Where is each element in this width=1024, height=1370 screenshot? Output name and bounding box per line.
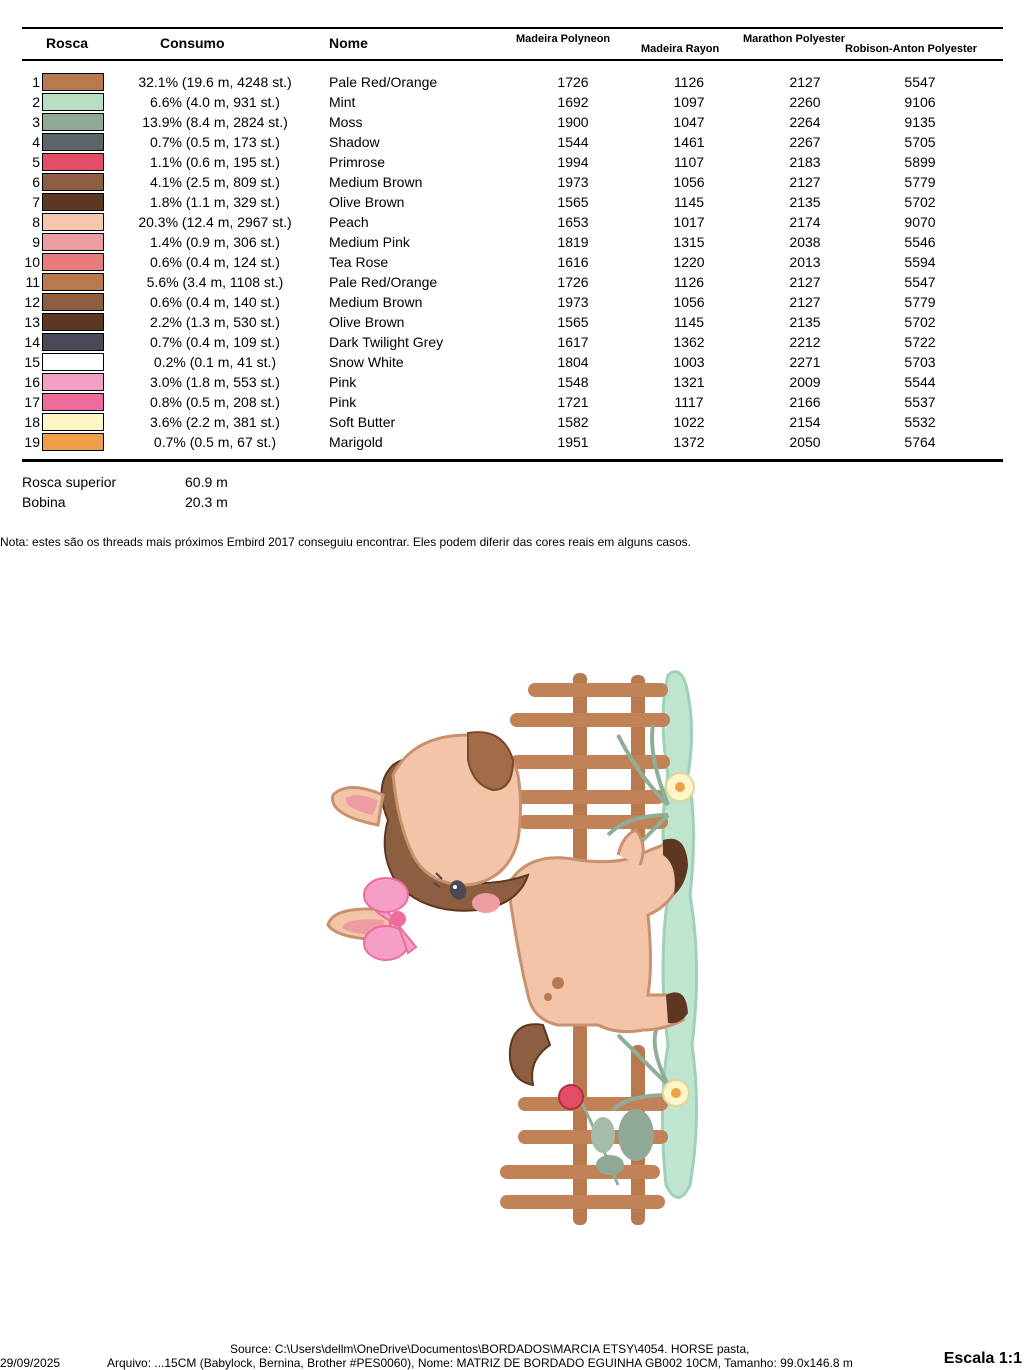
robison-anton-code: 5779 bbox=[904, 174, 936, 190]
header-robison-anton-polyester: Robison-Anton Polyester bbox=[845, 43, 978, 55]
madeira-polyneon-code: 1726 bbox=[557, 274, 589, 290]
marathon-code: 2009 bbox=[789, 374, 821, 390]
madeira-polyneon-code: 1804 bbox=[557, 354, 589, 370]
robison-anton-code: 9135 bbox=[904, 114, 936, 130]
footer-file-info: Arquivo: ...15CM (Babylock, Bernina, Brother #PES0060), Nome: MATRIZ DE BORDADO EGUINHA GB002 10CM, Tamanho: 99.0x146.8 m bbox=[107, 1356, 853, 1370]
thread-name: Peach bbox=[329, 214, 369, 230]
thread-color-swatch bbox=[42, 213, 104, 231]
thread-consumption: 13.9% (8.4 m, 2824 st.) bbox=[142, 114, 288, 130]
flower-top bbox=[666, 773, 694, 801]
thread-color-swatch bbox=[42, 313, 104, 331]
thread-consumption: 0.7% (0.5 m, 67 st.) bbox=[153, 434, 277, 450]
top-rule bbox=[22, 27, 1003, 29]
plant-leaf-2 bbox=[591, 1117, 615, 1153]
thread-name: Dark Twilight Grey bbox=[329, 334, 444, 350]
header-madeira-polyneon: Madeira Polyneon bbox=[516, 33, 611, 45]
thread-row bbox=[0, 333, 1024, 353]
marathon-code: 2166 bbox=[789, 394, 821, 410]
thread-row bbox=[0, 373, 1024, 393]
thread-name: Soft Butter bbox=[329, 414, 396, 430]
thread-color-swatch bbox=[42, 233, 104, 251]
marathon-code: 2260 bbox=[789, 94, 821, 110]
thread-row bbox=[0, 433, 1024, 453]
madeira-polyneon-code: 1692 bbox=[557, 94, 589, 110]
marathon-code: 2127 bbox=[789, 174, 821, 190]
thread-number: 3 bbox=[32, 114, 40, 130]
thread-number: 2 bbox=[32, 94, 40, 110]
thread-number: 12 bbox=[24, 294, 40, 310]
thread-name: Medium Pink bbox=[329, 234, 410, 250]
marathon-code: 2135 bbox=[789, 314, 821, 330]
note-text: Nota: estes são os threads mais próximos Embird 2017 conseguiu encontrar. Eles podem diferir das cores reais em alguns casos. bbox=[0, 535, 692, 549]
thread-row bbox=[0, 193, 1024, 213]
thread-color-swatch bbox=[42, 413, 104, 431]
robison-anton-code: 5703 bbox=[904, 354, 936, 370]
thread-consumption: 0.6% (0.4 m, 124 st.) bbox=[150, 254, 280, 270]
fence-rail-9 bbox=[500, 1195, 665, 1209]
thread-name: Pale Red/Orange bbox=[329, 274, 438, 290]
thread-consumption: 0.2% (0.1 m, 41 st.) bbox=[153, 354, 277, 370]
thread-color-swatch bbox=[42, 393, 104, 411]
robison-anton-code: 5547 bbox=[904, 74, 936, 90]
thread-consumption: 3.6% (2.2 m, 381 st.) bbox=[150, 414, 280, 430]
madeira-rayon-code: 1461 bbox=[673, 134, 705, 150]
top-thread-label: Rosca superior bbox=[22, 474, 117, 490]
thread-consumption: 0.6% (0.4 m, 140 st.) bbox=[150, 294, 280, 310]
thread-row bbox=[0, 133, 1024, 153]
madeira-polyneon-code: 1819 bbox=[557, 234, 589, 250]
thread-row bbox=[0, 293, 1024, 313]
robison-anton-code: 5705 bbox=[904, 134, 936, 150]
fence-rail-8 bbox=[500, 1165, 660, 1179]
embroidery-design-preview bbox=[318, 665, 718, 1235]
header-consumo: Consumo bbox=[160, 35, 225, 51]
thread-consumption: 0.7% (0.5 m, 173 st.) bbox=[150, 134, 280, 150]
thread-row bbox=[0, 353, 1024, 373]
marathon-code: 2127 bbox=[789, 274, 821, 290]
grass-strip bbox=[662, 672, 696, 1198]
thread-name: Snow White bbox=[329, 354, 404, 370]
thread-consumption: 1.1% (0.6 m, 195 st.) bbox=[150, 154, 280, 170]
robison-anton-code: 9106 bbox=[904, 94, 936, 110]
thread-number: 19 bbox=[24, 434, 40, 450]
madeira-rayon-code: 1107 bbox=[673, 154, 705, 170]
robison-anton-code: 9070 bbox=[904, 214, 936, 230]
madeira-polyneon-code: 1726 bbox=[557, 74, 589, 90]
thread-consumption: 5.6% (3.4 m, 1108 st.) bbox=[146, 274, 284, 290]
marathon-code: 2127 bbox=[789, 294, 821, 310]
thread-consumption: 1.4% (0.9 m, 306 st.) bbox=[150, 234, 280, 250]
robison-anton-code: 5779 bbox=[904, 294, 936, 310]
thread-number: 9 bbox=[32, 234, 40, 250]
madeira-polyneon-code: 1565 bbox=[557, 194, 589, 210]
thread-number: 17 bbox=[24, 394, 40, 410]
madeira-rayon-code: 1315 bbox=[673, 234, 705, 250]
thread-color-swatch bbox=[42, 133, 104, 151]
thread-color-swatch bbox=[42, 73, 104, 91]
marathon-code: 2135 bbox=[789, 194, 821, 210]
robison-anton-code: 5594 bbox=[904, 254, 936, 270]
madeira-polyneon-code: 1994 bbox=[557, 154, 589, 170]
madeira-rayon-code: 1145 bbox=[673, 194, 705, 210]
thread-number: 11 bbox=[25, 274, 40, 290]
thread-color-swatch bbox=[42, 153, 104, 171]
header-nome: Nome bbox=[329, 35, 368, 51]
horse-body bbox=[508, 844, 686, 1031]
marathon-code: 2267 bbox=[789, 134, 821, 150]
thread-name: Medium Brown bbox=[329, 174, 423, 190]
thread-name: Marigold bbox=[329, 434, 383, 450]
marathon-code: 2264 bbox=[789, 114, 821, 130]
madeira-rayon-code: 1145 bbox=[673, 314, 705, 330]
thread-number: 8 bbox=[32, 214, 40, 230]
horse-cheek bbox=[472, 893, 500, 913]
eye-highlight bbox=[453, 885, 457, 889]
thread-row bbox=[0, 393, 1024, 413]
thread-name: Mint bbox=[329, 94, 356, 110]
madeira-rayon-code: 1003 bbox=[673, 354, 705, 370]
robison-anton-code: 5546 bbox=[904, 234, 936, 250]
thread-row bbox=[0, 273, 1024, 293]
thread-row bbox=[0, 313, 1024, 333]
madeira-rayon-code: 1097 bbox=[673, 94, 705, 110]
robison-anton-code: 5764 bbox=[904, 434, 936, 450]
thread-row bbox=[0, 93, 1024, 113]
fence-rail-1 bbox=[528, 683, 668, 697]
fence-rail-6 bbox=[518, 1097, 668, 1111]
marathon-code: 2050 bbox=[789, 434, 821, 450]
thread-name: Pale Red/Orange bbox=[329, 74, 438, 90]
thread-color-swatch bbox=[42, 273, 104, 291]
thread-color-swatch bbox=[42, 173, 104, 191]
thread-number: 10 bbox=[24, 254, 40, 270]
marathon-code: 2271 bbox=[789, 354, 821, 370]
madeira-rayon-code: 1362 bbox=[673, 334, 705, 350]
fence-rail-2 bbox=[510, 713, 670, 727]
thread-color-swatch bbox=[42, 113, 104, 131]
madeira-polyneon-code: 1548 bbox=[557, 374, 589, 390]
robison-anton-code: 5702 bbox=[904, 314, 936, 330]
thread-row bbox=[0, 233, 1024, 253]
thread-consumption: 32.1% (19.6 m, 4248 st.) bbox=[138, 74, 292, 90]
thread-consumption: 0.8% (0.5 m, 208 st.) bbox=[150, 394, 280, 410]
thread-consumption: 2.2% (1.3 m, 530 st.) bbox=[150, 314, 280, 330]
bobbin-value: 20.3 m bbox=[185, 494, 228, 510]
plant-leaf-3 bbox=[596, 1155, 624, 1175]
plant-leaf-1 bbox=[618, 1109, 654, 1161]
thread-number: 15 bbox=[24, 354, 40, 370]
thread-color-swatch bbox=[42, 333, 104, 351]
madeira-rayon-code: 1047 bbox=[673, 114, 705, 130]
thread-name: Primrose bbox=[329, 154, 386, 170]
thread-name: Olive Brown bbox=[329, 314, 405, 330]
thread-color-swatch bbox=[42, 253, 104, 271]
madeira-polyneon-code: 1582 bbox=[557, 414, 589, 430]
robison-anton-code: 5722 bbox=[904, 334, 936, 350]
ladybug bbox=[559, 1085, 583, 1109]
footer-date: 29/09/2025 bbox=[0, 1356, 61, 1370]
madeira-rayon-code: 1126 bbox=[673, 74, 705, 90]
marathon-code: 2183 bbox=[789, 154, 821, 170]
body-spot-2 bbox=[544, 993, 552, 1001]
thread-consumption: 0.7% (0.4 m, 109 st.) bbox=[150, 334, 280, 350]
marathon-code: 2154 bbox=[789, 414, 821, 430]
madeira-polyneon-code: 1617 bbox=[557, 334, 589, 350]
fence-post-1 bbox=[573, 673, 587, 873]
madeira-polyneon-code: 1973 bbox=[557, 174, 589, 190]
thread-color-swatch bbox=[42, 293, 104, 311]
madeira-polyneon-code: 1653 bbox=[557, 214, 589, 230]
thread-number: 4 bbox=[32, 134, 40, 150]
thread-number: 16 bbox=[24, 374, 40, 390]
thread-consumption: 4.1% (2.5 m, 809 st.) bbox=[150, 174, 280, 190]
madeira-rayon-code: 1372 bbox=[673, 434, 705, 450]
marathon-code: 2013 bbox=[789, 254, 821, 270]
thread-number: 6 bbox=[32, 174, 40, 190]
thread-row bbox=[0, 253, 1024, 273]
robison-anton-code: 5532 bbox=[904, 414, 936, 430]
madeira-polyneon-code: 1951 bbox=[557, 434, 589, 450]
robison-anton-code: 5547 bbox=[904, 274, 936, 290]
header-marathon-polyester: Marathon Polyester bbox=[743, 33, 846, 45]
robison-anton-code: 5537 bbox=[904, 394, 936, 410]
madeira-polyneon-code: 1721 bbox=[557, 394, 589, 410]
madeira-rayon-code: 1017 bbox=[673, 214, 705, 230]
top-thread-value: 60.9 m bbox=[185, 474, 228, 490]
thread-row bbox=[0, 413, 1024, 433]
madeira-polyneon-code: 1616 bbox=[557, 254, 589, 270]
bobbin-label: Bobina bbox=[22, 494, 66, 510]
thread-color-swatch bbox=[42, 93, 104, 111]
thread-consumption: 6.6% (4.0 m, 931 st.) bbox=[150, 94, 280, 110]
madeira-rayon-code: 1022 bbox=[673, 414, 705, 430]
madeira-rayon-code: 1056 bbox=[673, 174, 705, 190]
footer-source: Source: C:\Users\dellm\OneDrive\Documentos\BORDADOS\MARCIA ETSY\4054. HORSE pasta, bbox=[230, 1342, 750, 1356]
thread-consumption: 3.0% (1.8 m, 553 st.) bbox=[150, 374, 280, 390]
header-rule bbox=[22, 59, 1003, 61]
thread-name: Medium Brown bbox=[329, 294, 423, 310]
madeira-rayon-code: 1117 bbox=[674, 394, 704, 410]
thread-number: 1 bbox=[32, 74, 40, 90]
thread-name: Pink bbox=[329, 394, 357, 410]
thread-number: 7 bbox=[32, 194, 40, 210]
header-rosca: Rosca bbox=[46, 35, 89, 51]
madeira-rayon-code: 1056 bbox=[673, 294, 705, 310]
thread-name: Tea Rose bbox=[329, 254, 389, 270]
thread-color-swatch bbox=[42, 433, 104, 451]
madeira-polyneon-code: 1973 bbox=[557, 294, 589, 310]
body-spot-1 bbox=[552, 977, 564, 989]
fence-rail-3 bbox=[510, 755, 670, 769]
thread-number: 14 bbox=[24, 334, 40, 350]
madeira-rayon-code: 1321 bbox=[673, 374, 705, 390]
madeira-polyneon-code: 1565 bbox=[557, 314, 589, 330]
bottom-rule bbox=[22, 459, 1003, 462]
thread-consumption: 20.3% (12.4 m, 2967 st.) bbox=[138, 214, 292, 230]
thread-row bbox=[0, 113, 1024, 133]
thread-row bbox=[0, 73, 1024, 93]
thread-color-swatch bbox=[42, 193, 104, 211]
header-madeira-rayon: Madeira Rayon bbox=[641, 43, 720, 55]
marathon-code: 2212 bbox=[789, 334, 821, 350]
horse-tail bbox=[510, 1024, 550, 1085]
madeira-polyneon-code: 1544 bbox=[557, 134, 589, 150]
thread-row bbox=[0, 213, 1024, 233]
flower-bottom bbox=[663, 1080, 689, 1106]
thread-consumption: 1.8% (1.1 m, 329 st.) bbox=[150, 194, 280, 210]
thread-number: 18 bbox=[24, 414, 40, 430]
thread-color-swatch bbox=[42, 353, 104, 371]
thread-color-swatch bbox=[42, 373, 104, 391]
madeira-rayon-code: 1126 bbox=[673, 274, 705, 290]
thread-row bbox=[0, 173, 1024, 193]
scale-label: Escala 1:1 bbox=[943, 1350, 1022, 1367]
thread-name: Pink bbox=[329, 374, 357, 390]
madeira-polyneon-code: 1900 bbox=[557, 114, 589, 130]
madeira-rayon-code: 1220 bbox=[673, 254, 705, 270]
thread-name: Olive Brown bbox=[329, 194, 405, 210]
thread-number: 13 bbox=[24, 314, 40, 330]
robison-anton-code: 5544 bbox=[904, 374, 936, 390]
marathon-code: 2174 bbox=[789, 214, 821, 230]
marathon-code: 2038 bbox=[789, 234, 821, 250]
robison-anton-code: 5702 bbox=[904, 194, 936, 210]
thread-name: Moss bbox=[329, 114, 363, 130]
fence-rail-4 bbox=[510, 790, 665, 804]
thread-row bbox=[0, 153, 1024, 173]
marathon-code: 2127 bbox=[789, 74, 821, 90]
robison-anton-code: 5899 bbox=[904, 154, 936, 170]
thread-number: 5 bbox=[32, 154, 40, 170]
thread-name: Shadow bbox=[329, 134, 380, 150]
